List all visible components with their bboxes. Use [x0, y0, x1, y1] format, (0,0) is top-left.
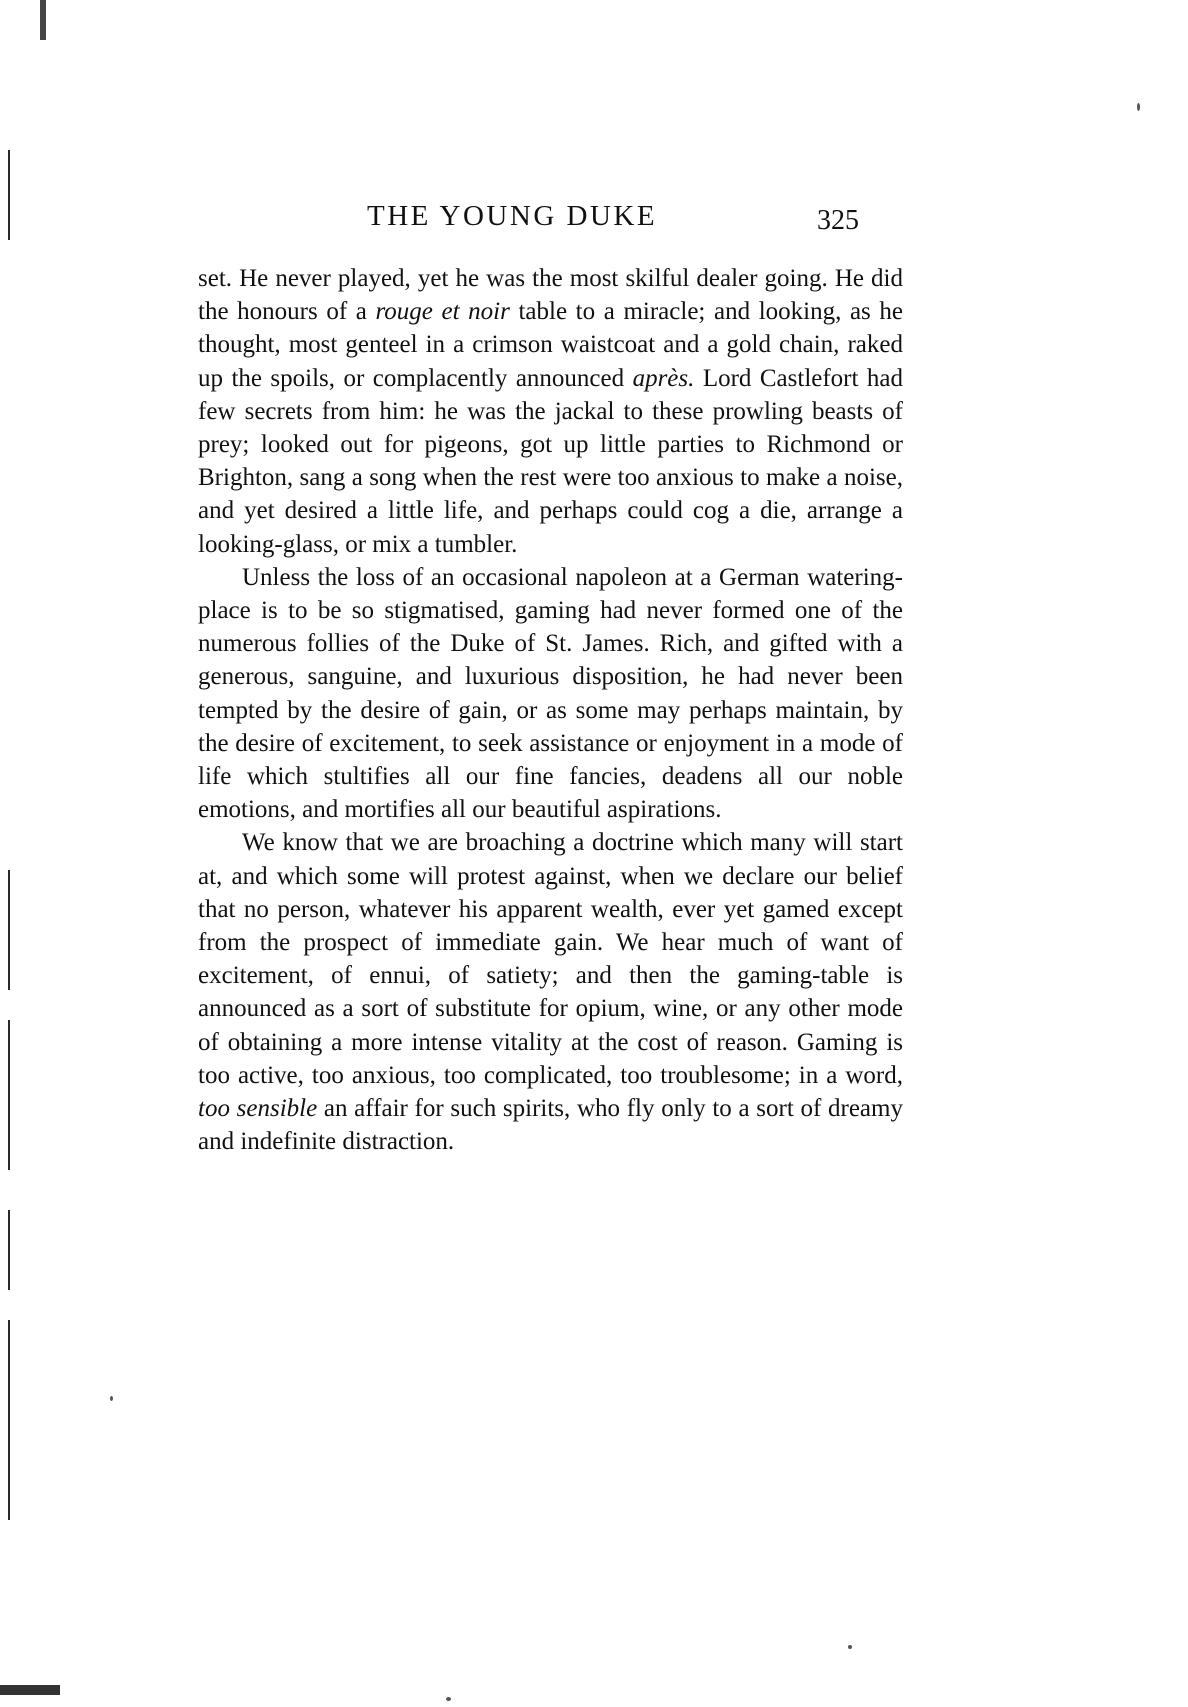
scan-edge-mark: [8, 1020, 10, 1170]
scan-edge-mark: [8, 1210, 10, 1290]
scan-speck: [446, 1697, 451, 1701]
text-segment: an affair for such spirits, who fly only to a sort of dreamy and indefinite distraction.: [198, 1095, 903, 1156]
text-segment: table to a miracle; and looking, as he thought, most genteel in a crimson waistcoat and a gold chain, raked up the spoils, or complacently announced: [198, 298, 903, 392]
text-segment: Unless the loss of an occasional napoleon at a German watering-place is to be so stigmatised, gaming had never formed one of the numerous follies of the Duke of St. James. Rich, and gifted with a generous, sanguine, and luxurious disposition, he had never been tempted by the desire of gain, or as some may perhaps maintain, by the desire of excitement, to seek assistance or enjoyment in a mode of life which stultifies all our fine fancies, deadens all our noble emotions, and mortifies all our beautiful aspirations.: [198, 563, 903, 824]
page-number: 325: [817, 205, 859, 236]
scan-edge-mark: [8, 870, 10, 990]
scan-edge-mark: [8, 150, 10, 240]
body-text: [198, 262, 903, 1158]
scan-edge-mark: [8, 1320, 10, 1520]
text-segment: We know that we are broaching a doctrine which many will start at, and which some will protest against, when we declare our belief that no person, whatever his apparent wealth, ever yet gamed except from the prospect of immediate gain. We hear much of want of excitement, of ennui, of satiety; and then the gaming-table is announced as a sort of substitute for opium, wine, or any other mode of obtaining a more intense vitality at the cost of reason. Gaming is too active, too anxious, too complicated, too troublesome; in a word,: [198, 829, 903, 1089]
paragraph: [198, 262, 903, 561]
paragraph: [198, 561, 903, 827]
scan-edge-mark: [0, 1685, 60, 1695]
scan-edge-mark: [40, 0, 46, 40]
scan-speck: [848, 1645, 852, 1649]
italic-segment: rouge et noir: [375, 298, 510, 326]
running-title: THE YOUNG DUKE: [367, 200, 658, 232]
scan-speck: [1137, 103, 1140, 111]
italic-segment: après.: [632, 364, 695, 392]
paragraph: [198, 826, 903, 1158]
text-segment: Lord Castlefort had few secrets from him: he was the jackal to these prowling beasts of prey; looked out for pigeons, got up little parties to Richmond or Brighton, sang a song when the rest were too anxious to make a noise, and yet desired a little life, and perhaps could cog a die, arrange a looking-glass, or mix a tumbler.: [198, 364, 903, 558]
text-segment: set. He never played, yet he was the most skilful dealer going. He did the honours of a: [198, 265, 903, 326]
scan-speck: [110, 1396, 113, 1401]
italic-segment: too sensible: [198, 1095, 318, 1123]
